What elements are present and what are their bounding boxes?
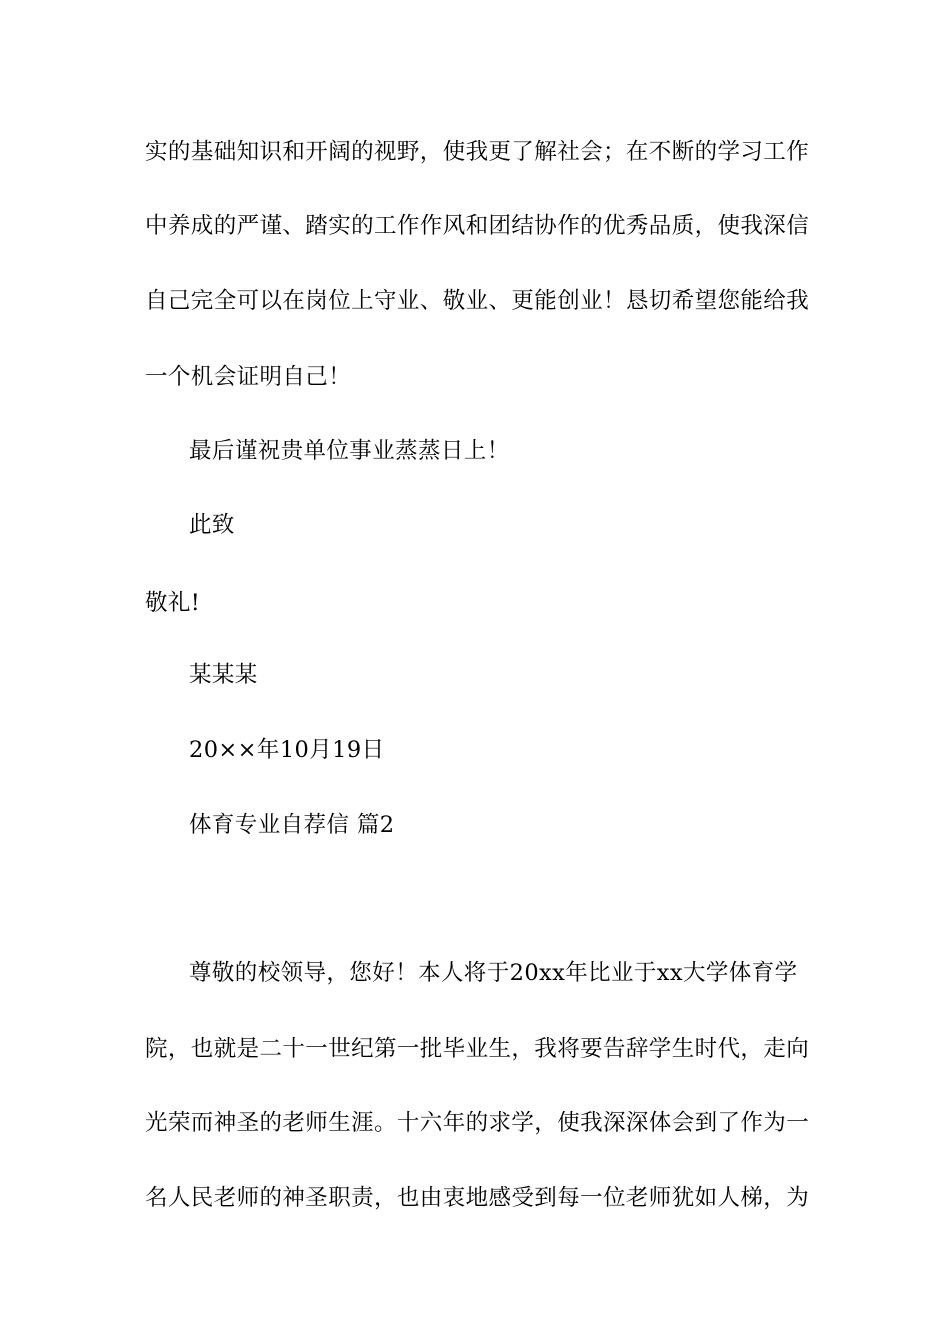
section-heading: 体育专业自荐信 篇2 <box>189 812 395 838</box>
paragraph-line: 光荣而神圣的老师生涯。十六年的求学，使我深深体会到了作为一 <box>145 1110 810 1136</box>
paragraph-line: 实的基础知识和开阔的视野，使我更了解社会；在不断的学习工作 <box>145 139 810 165</box>
paragraph-line: 中养成的严谨、踏实的工作作风和团结协作的优秀品质，使我深信 <box>145 213 810 239</box>
paragraph-line: 名人民老师的神圣职责，也由衷地感受到每一位老师犹如人梯，为 <box>145 1185 810 1211</box>
paragraph-line: 院，也就是二十一世纪第一批毕业生，我将要告辞学生时代，走向 <box>145 1036 810 1062</box>
paragraph-line: 尊敬的校领导，您好！本人将于20xx年比业于xx大学体育学 <box>189 960 798 986</box>
signature-name: 某某某 <box>189 662 258 688</box>
salutation-jingli: 敬礼! <box>145 590 201 616</box>
paragraph-line: 自己完全可以在岗位上守业、敬业、更能创业！恳切希望您能给我 <box>145 288 810 314</box>
paragraph-line: 一个机会证明自己！ <box>145 364 352 390</box>
closing-wish: 最后谨祝贵单位事业蒸蒸日上！ <box>189 438 510 464</box>
signature-date: 20××年10月19日 <box>189 737 385 763</box>
salutation-cizhi: 此致 <box>189 512 235 538</box>
